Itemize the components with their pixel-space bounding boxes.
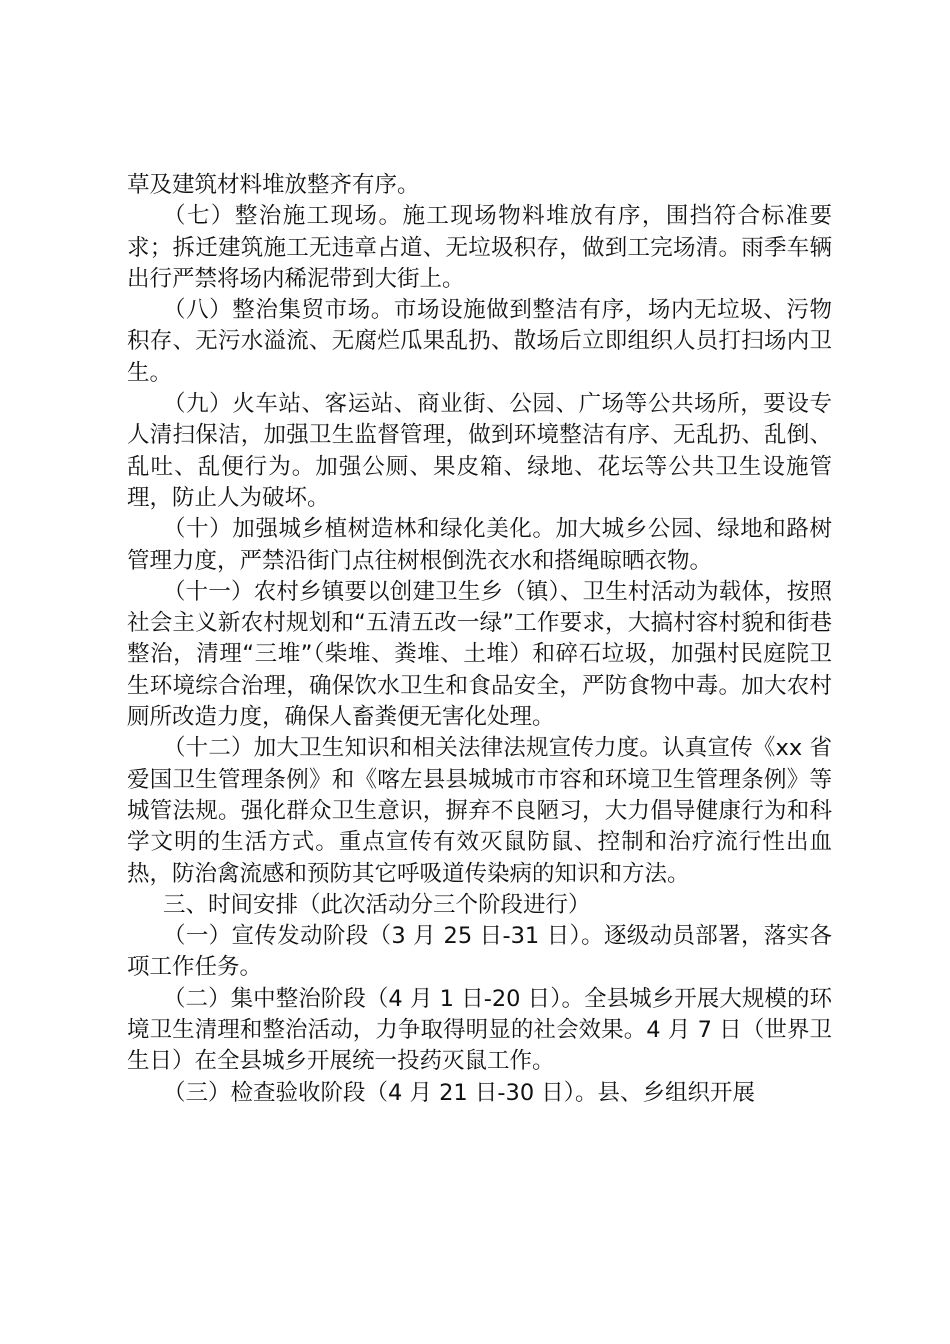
paragraph-item-12: （十二）加大卫生知识和相关法律法规宣传力度。认真宣传《xx 省爱国卫生管理条例》和《喀左县县城城市市容和环境卫生管理条例》等城管法规。强化群众卫生意识，摒弃不良陋习，大力倡导健康行为和科学文明的生活方式。重点宣传有效灭鼠防鼠、控制和治疗流行性出血热，防治禽流感和预防其它呼吸道传染病的知识和方法。 xyxy=(127,735,832,887)
paragraph-item-9: （九）火车站、客运站、商业街、公园、广场等公共场所，要设专人清扫保洁，加强卫生监督管理，做到环境整洁有序、无乱扔、乱倒、乱吐、乱便行为。加强公厕、果皮箱、绿地、花坛等公共卫生设施管理，防止人为破坏。 xyxy=(127,391,832,511)
paragraph-continuation: 草及建筑材料堆放整齐有序。 xyxy=(127,172,420,198)
paragraph-item-10: （十）加强城乡植树造林和绿化美化。加大城乡公园、绿地和路树管理力度，严禁沿街门点往树根倒洗衣水和搭绳晾晒衣物。 xyxy=(127,516,832,574)
paragraph-phase-2: （二）集中整治阶段（4 月 1 日-20 日）。全县城乡开展大规模的环境卫生清理和整治活动，力争取得明显的社会效果。4 月 7 日（世界卫生日）在全县城乡开展统一投药灭鼠工作。 xyxy=(127,985,832,1075)
section-heading-schedule: 三、时间安排（此次活动分三个阶段进行） xyxy=(163,891,591,918)
paragraph-item-11: （十一）农村乡镇要以创建卫生乡（镇）、卫生村活动为载体，按照社会主义新农村规划和“五清五改一绿”工作要求，大搞村容村貌和街巷整治，清理“三堆”（柴堆、粪堆、土堆）和碎石垃圾，加强村民庭院卫生环境综合治理，确保饮水卫生和食品安全，严防食物中毒。加大农村厕所改造力度，确保人畜粪便无害化处理。 xyxy=(127,578,832,731)
paragraph-phase-1: （一）宣传发动阶段（3 月 25 日-31 日）。逐级动员部署，落实各项工作任务。 xyxy=(127,923,832,981)
paragraph-item-8: （八）整治集贸市场。市场设施做到整洁有序，场内无垃圾、污物积存、无污水溢流、无腐烂瓜果乱扔、散场后立即组织人员打扫场内卫生。 xyxy=(127,297,832,386)
paragraph-phase-3: （三）检查验收阶段（4 月 21 日-30 日）。县、乡组织开展 xyxy=(163,1079,756,1106)
document-body xyxy=(127,170,832,1109)
paragraph-item-7: （七）整治施工现场。施工现场物料堆放有序，围挡符合标准要求；拆迁建筑施工无违章占道、无垃圾积存，做到工完场清。雨季车辆出行严禁将场内稀泥带到大街上。 xyxy=(127,203,832,292)
